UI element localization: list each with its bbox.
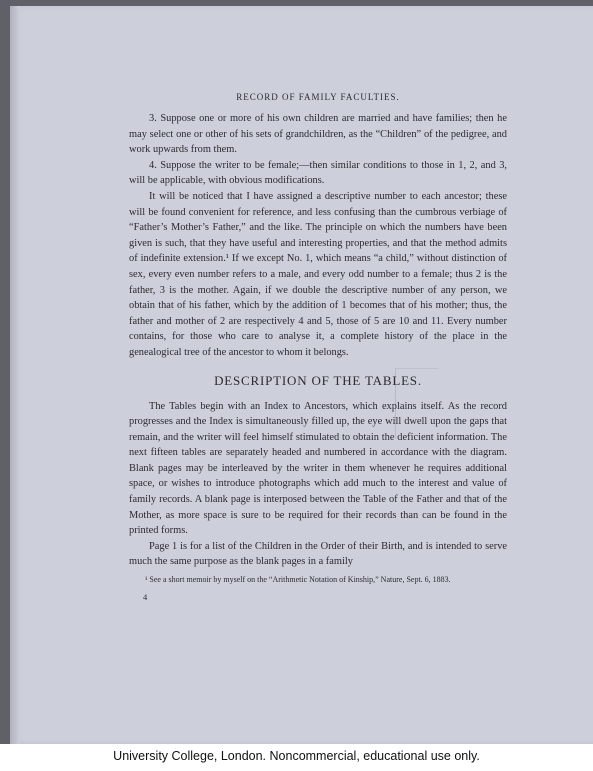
- copyright-footer: University College, London. Noncommercial, educational use only.: [113, 749, 480, 763]
- paragraph-tables: The Tables begin with an Index to Ancestors, which explains itself. As the record progresses and the Index is simultaneously filled up, the eye will dwell upon the gaps that remain, and the writer will feel himself stimulated to obtain the deficient information. The next fifteen tables are separately headed and numbered in accordance with the diagram. Blank pages may be interleaved by the writer in them whenever he requires additional space, or wishes to introduce photographs which add much to the interest and value of family records. A blank page is interposed between the Table of the Father and that of the Mother, as more space is sure to be required for their records than can be found in the printed forms.: [129, 400, 507, 537]
- page-content: [129, 92, 507, 602]
- paragraph-numbering: It will be noticed that I have assigned a descriptive number to each ancestor; these will be found convenient for reference, and less confusing than the cumbrous verbiage of “Father’s Mother’s Father,” and the like. The principle on which the numbers have been given is such, that they have useful and interesting properties, and that the method admits of indefinite extension.¹ If we except No. 1, which means “a child,” without distinction of sex, every even number refers to a male, and every odd number to a female; thus 2 is the father, 3 is the mother. Again, if we double the descriptive number of any person, we obtain that of his father, which by the addition of 1 becomes that of his mother; thus, the father and mother of 2 are respectively 4 and 5, those of 5 are 10 and 11. Every number contains, for those who care to analyse it, a complete history of the place in the genealogical tree of the ancestor to whom it belongs.: [129, 190, 507, 358]
- paragraph-page-one: Page 1 is for a list of the Children in the Order of their Birth, and is intended to serve much the same purpose as the blank pages in a family: [129, 540, 507, 568]
- footnote: ¹ See a short memoir by myself on the “Arithmetic Notation of Kinship,” Nature, Sept. 6, 1883.: [145, 575, 451, 585]
- paragraph-3: 3. Suppose one or more of his own children are married and have families; then he may select one or other of his sets of grandchildren, as the “Children” of the pedigree, and work upwards from them.: [129, 113, 507, 156]
- running-head: RECORD OF FAMILY FACULTIES.: [236, 92, 400, 102]
- section-title: DESCRIPTION OF THE TABLES.: [214, 372, 422, 388]
- paragraph-4: 4. Suppose the writer to be female;—then similar conditions to those in 1, 2, and 3, will be applicable, with obvious modifications.: [129, 159, 507, 187]
- page-number: 4: [143, 592, 148, 603]
- page-fold-shadow: [10, 6, 20, 744]
